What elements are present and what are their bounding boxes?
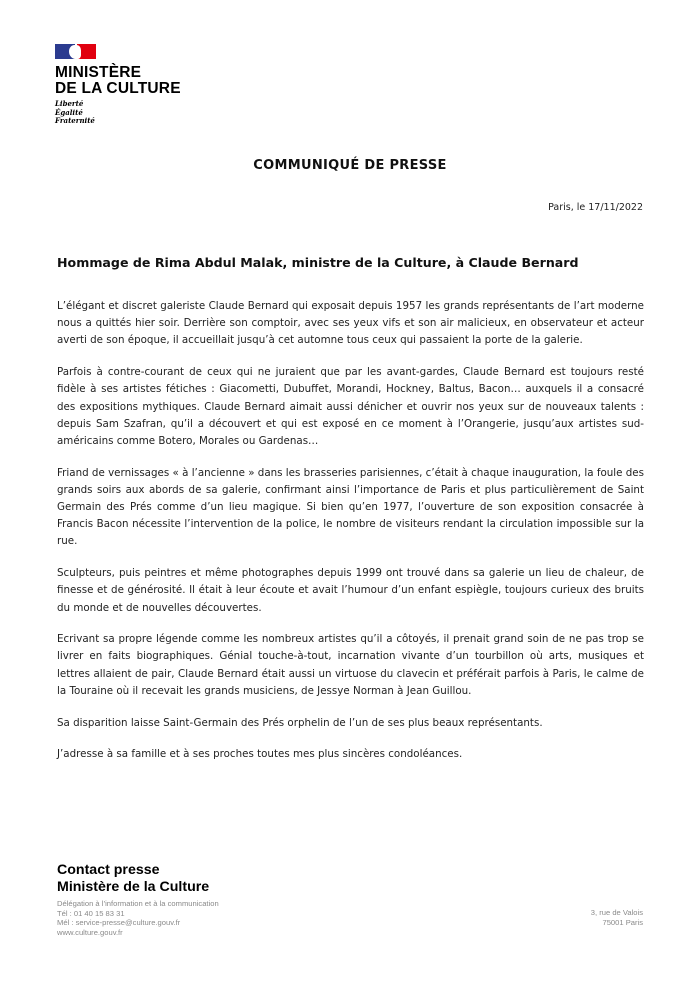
ministry-name bbox=[55, 65, 181, 97]
motto-egalite: Égalité bbox=[55, 107, 83, 117]
paragraph: Ecrivant sa propre légende comme les nombreux artistes qu’il a côtoyés, il prenait grand soin de ne pas trop se livrer en faits biographiques. Génial touche-à-tout, incarnation vivante d’un tourbillon où arts, musiques et lettres allaient de pair, Claude Bernard était aussi un virtuose du clavecin et préférait parfois à Paris, le calme de la Touraine où il recevait les grands musiciens, de Jessye Norman à Jean Guillou. bbox=[57, 633, 644, 697]
contact-title: Contact presse bbox=[57, 862, 160, 878]
motto-liberte: Liberté bbox=[55, 99, 84, 108]
contact-website[interactable]: www.culture.gouv.fr bbox=[57, 927, 123, 937]
address-street: 3, rue de Valois bbox=[590, 908, 643, 917]
document-date: Paris, le 17/11/2022 bbox=[548, 202, 643, 213]
document-type-title: COMMUNIQUÉ DE PRESSE bbox=[253, 158, 447, 173]
motto-fraternite: Fraternité bbox=[55, 116, 95, 125]
address-city: 75001 Paris bbox=[602, 917, 643, 927]
contact-phone: Tél : 01 40 15 83 31 bbox=[57, 908, 125, 918]
headline: Hommage de Rima Abdul Malak, ministre de la Culture, à Claude Bernard bbox=[57, 255, 579, 270]
contact-delegation: Délégation à l’information et à la communication bbox=[57, 899, 219, 908]
contact-organization: Ministère de la Culture bbox=[57, 879, 210, 895]
ministry-logo bbox=[55, 44, 181, 126]
french-flag-marianne-icon bbox=[55, 44, 96, 59]
republic-motto bbox=[55, 100, 181, 126]
paragraph: J’adresse à sa famille et à ses proches toutes mes plus sincères condoléances. bbox=[57, 748, 463, 761]
paragraph: L’élégant et discret galeriste Claude Bernard qui exposait depuis 1957 les grands représentants de l’art moderne nous a quittés hier soir. Derrière son comptoir, avec ses yeux vifs et son air malicieux, en observateur et acteur averti de son époque, il accueillait jusqu’à cet automne tous ceux qui passaient la porte de la galerie. bbox=[57, 300, 644, 347]
ministry-name-line1: MINISTÈRE bbox=[55, 64, 142, 81]
press-contact bbox=[57, 862, 219, 937]
contact-email[interactable]: Mél : service-presse@culture.gouv.fr bbox=[57, 918, 181, 928]
paragraph: Sa disparition laisse Saint-Germain des Prés orphelin de l’un de ses plus beaux représentants. bbox=[57, 716, 543, 729]
paragraph: Friand de vernissages « à l’ancienne » dans les brasseries parisiennes, c’était à chaque inauguration, la foule des grands soirs aux abords de sa galerie, confirmant ainsi l’importance de Paris et plus particulièrement de Saint Germain des Prés comme d’un lieu magique. Si bien qu’en 1977, l’ouverture de son exposition consacrée à Francis Bacon nécessite l’intervention de la police, le nombre de visiteurs rendant la circulation impossible sur la rue. bbox=[57, 466, 644, 548]
body-text bbox=[57, 298, 644, 778]
paragraph: Parfois à contre-courant de ceux qui ne juraient que par les avant-gardes, Claude Bernard est toujours resté fidèle à ses artistes fétiches : Giacometti, Dubuffet, Morandi, Hockney, Baltus, Bacon… auxquels il a consacré des expositions mythiques. Claude Bernard aimait aussi dénicher et ouvrir nos yeux sur de nouveaux talents : depuis Sam Szafran, qu’il a découvert et qui est exposé en ce moment à l’Orangerie, jusqu’aux artistes sud-américains comme Botero, Morales ou Gardenas… bbox=[57, 366, 644, 447]
postal-address bbox=[591, 908, 643, 927]
ministry-name-line2: DE LA CULTURE bbox=[55, 80, 181, 97]
paragraph: Sculpteurs, puis peintres et même photographes depuis 1999 ont trouvé dans sa galerie un lieu de chaleur, de finesse et de générosité. Il était à leur écoute et avait l’humour d’un enfant espiègle, toujours curieux des bruits du monde et de nouvelles découvertes. bbox=[57, 567, 644, 614]
